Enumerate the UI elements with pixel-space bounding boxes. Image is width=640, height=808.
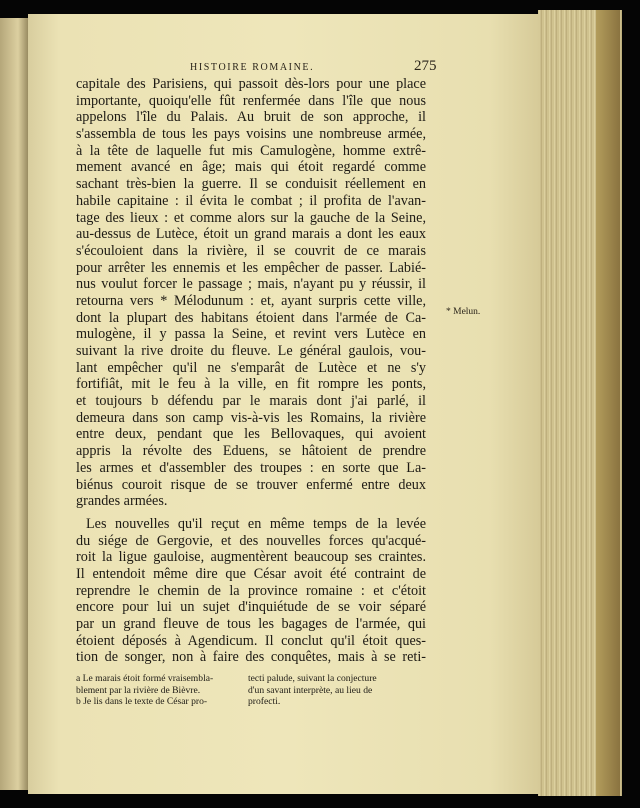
facing-page-edge [0, 18, 30, 790]
text-line: grandes armées. [76, 493, 168, 510]
text-line: les armes et d'assembler des troupes : en sorte que La- [76, 459, 426, 476]
text-line: roit la ligue gauloise, augmentèrent beaucoup ses craintes. [76, 549, 426, 566]
text-line: fortifiât, mit le feu à la ville, en fit rompre les ponts, [76, 376, 426, 393]
text-line: retourna vers * Mélodunum : et, ayant surpris cette ville, [76, 292, 426, 309]
text-line: pour arrêter les ennemis et les empêcher de passer. Labié- [76, 259, 426, 276]
text-line: entre deux, pendant que les Bellovaques, qui avoient [76, 426, 426, 443]
text-line: dont la plupart des habitans étoient dans l'armée de Ca- [76, 309, 426, 326]
text-line: sachant très-bien la guerre. Il se conduisit réellement en [76, 176, 426, 193]
text-line: tion de songer, non à faire des conquêtes, mais à se reti- [76, 649, 426, 666]
text-line: par un grand fleuve de tous les bagages de l'armée, qui [76, 616, 426, 632]
text-line: lant empêcher qu'il ne s'emparât de Lutèce et ne s'y [76, 359, 426, 376]
footnote-line: profecti. [248, 696, 281, 708]
footnote-line: d'un savant interprète, au lieu de [248, 684, 373, 696]
text-line: et toujours b défendu par le marais dont j'ai parlé, il [76, 393, 426, 410]
text-line: appris la révolte des Eduens, se hâtoient de prendre [76, 443, 426, 460]
text-line: mement avancé en âge; mais qui étoit regardé comme [76, 159, 426, 176]
text-line: Il entendoit même dire que César avoit été contraint de [76, 565, 426, 582]
running-head: HISTOIRE ROMAINE. [190, 62, 315, 73]
text-line: suivant la rive droite du fleuve. Le général gaulois, vou- [76, 343, 426, 359]
footnote-line: a Le marais étoit formé vraisembla- [76, 673, 214, 684]
text-line: s'écouloient dans la rivière, il se couvrit de ce marais [76, 242, 426, 259]
text-line: importante, quoiqu'elle fût renfermée dans l'île que nous [76, 92, 426, 109]
footnote-column-left [76, 673, 244, 708]
body-text [76, 76, 426, 666]
text-line: Les nouvelles qu'il reçut en même temps de la levée [86, 515, 426, 532]
text-line: à la tête de laquelle fut mis Camulogène, homme extrê- [76, 142, 426, 159]
text-line: tage des lieux : et comme alors sur la gauche de la Seine, [76, 209, 426, 226]
footnote-line: tecti palude, suivant la conjecture [248, 673, 377, 684]
footnote-column-right [248, 673, 426, 708]
text-line: encore pour lui un sujet d'inquiétude de se voir séparé [76, 599, 426, 616]
text-line: demeura dans son camp vis-à-vis les Romains, la rivière [76, 409, 426, 426]
text-line: s'assembla de tous les pays voisins une nombreuse armée, [76, 126, 426, 143]
text-line: habile capitaine : il évita le combat ; il profita de l'avan- [76, 192, 426, 209]
text-line: nus voulut forcer le passage ; mais, n'ayant pu y réussir, il [76, 276, 426, 293]
text-line: mulogène, il y passa la Seine, et revint vers Lutèce en [76, 326, 426, 343]
page-number: 275 [414, 58, 437, 74]
footnote-line: blement par la rivière de Bièvre. [76, 684, 201, 696]
text-line: au-dessus de Lutèce, étoit un grand marais a dont les eaux [76, 226, 426, 243]
text-line: capitale des Parisiens, qui passoit dès-lors pour une place [76, 76, 426, 92]
text-line: étoient déposés à Agendicum. Il conclut qu'il étoit ques- [76, 632, 426, 649]
text-line: du siége de Gergovie, et des nouvelles forces qu'acqué- [76, 532, 426, 549]
text-line: reprendre le chemin de la province romaine : et c'étoit [76, 582, 426, 599]
footnote-line: b Je lis dans le texte de César pro- [76, 696, 208, 708]
text-line: biénus couroit risque de se trouver enfermé entre deux [76, 476, 426, 493]
book-cover-edge [596, 10, 620, 796]
text-line: appelons l'île du Palais. Au bruit de son approche, il [76, 109, 426, 126]
margin-note: * Melun. [446, 307, 481, 317]
